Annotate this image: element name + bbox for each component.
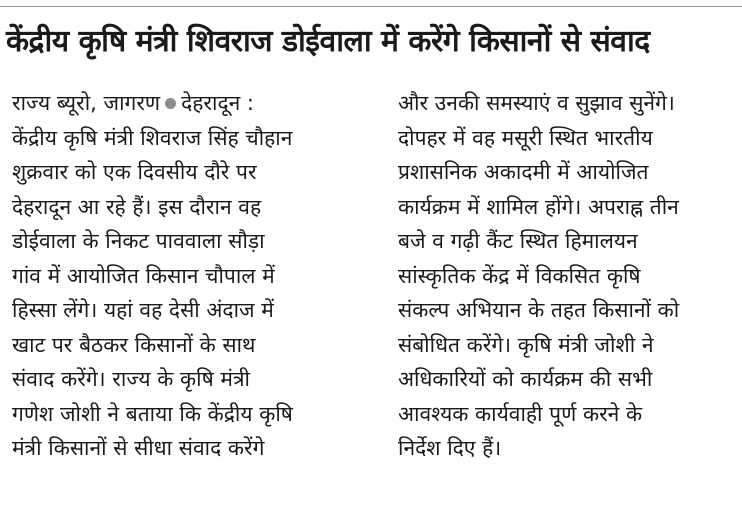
top-rule bbox=[0, 0, 742, 7]
dateline bbox=[12, 86, 362, 121]
body-line: बजे व गढ़ी कैंट स्थित हिमालयन bbox=[398, 229, 638, 253]
body-line: निर्देश दिए हैं। bbox=[398, 436, 502, 460]
body-line: गणेश जोशी ने बताया कि केंद्रीय कृषि bbox=[12, 401, 293, 426]
body-line: और उनकी समस्याएं व सुझाव सुनेंगे। bbox=[398, 91, 675, 115]
body-line: दोपहर में वह मसूरी स्थित भारतीय bbox=[398, 125, 653, 150]
body-line: देहरादून आ रहे हैं। इस दौरान वह bbox=[12, 194, 262, 219]
body-line: अधिकारियों को कार्यक्रम की सभी bbox=[398, 367, 653, 391]
body-line: हिस्सा लेंगे। यहां वह देसी अंदाज में bbox=[12, 298, 274, 322]
article-column-left bbox=[12, 86, 362, 466]
body-line: खाट पर बैठकर किसानों के साथ bbox=[12, 332, 256, 357]
body-line: कार्यक्रम में शामिल होंगे। अपराह्न तीन bbox=[398, 194, 679, 219]
body-line: प्रशासनिक अकादमी में आयोजित bbox=[398, 160, 649, 184]
body-line: संवाद करेंगे। राज्य के कृषि मंत्री bbox=[12, 367, 250, 391]
dateline-place: देहरादून : bbox=[181, 91, 254, 115]
headline: केंद्रीय कृषि मंत्री शिवराज डोईवाला में करेंगे किसानों से संवाद bbox=[6, 24, 650, 59]
body-line: संकल्प अभियान के तहत किसानों को bbox=[398, 298, 680, 322]
body-line: गांव में आयोजित किसान चौपाल में bbox=[12, 263, 275, 288]
bullet-icon bbox=[165, 98, 176, 109]
body-line: शुक्रवार को एक दिवसीय दौरे पर bbox=[12, 160, 257, 184]
body-line: मंत्री किसानों से सीधा संवाद करेंगे bbox=[12, 436, 265, 460]
article-column-right bbox=[398, 86, 738, 466]
body-line: सांस्कृतिक केंद्र में विकसित कृषि bbox=[398, 263, 641, 288]
dateline-source: राज्य ब्यूरो, जागरण bbox=[12, 91, 161, 115]
body-line: डोईवाला के निकट पाववाला सौड़ा bbox=[12, 229, 265, 253]
body-line: केंद्रीय कृषि मंत्री शिवराज सिंह चौहान bbox=[12, 125, 293, 150]
body-line: संबोधित करेंगे। कृषि मंत्री जोशी ने bbox=[398, 332, 654, 357]
body-line: आवश्यक कार्यवाही पूर्ण करने के bbox=[398, 401, 643, 426]
